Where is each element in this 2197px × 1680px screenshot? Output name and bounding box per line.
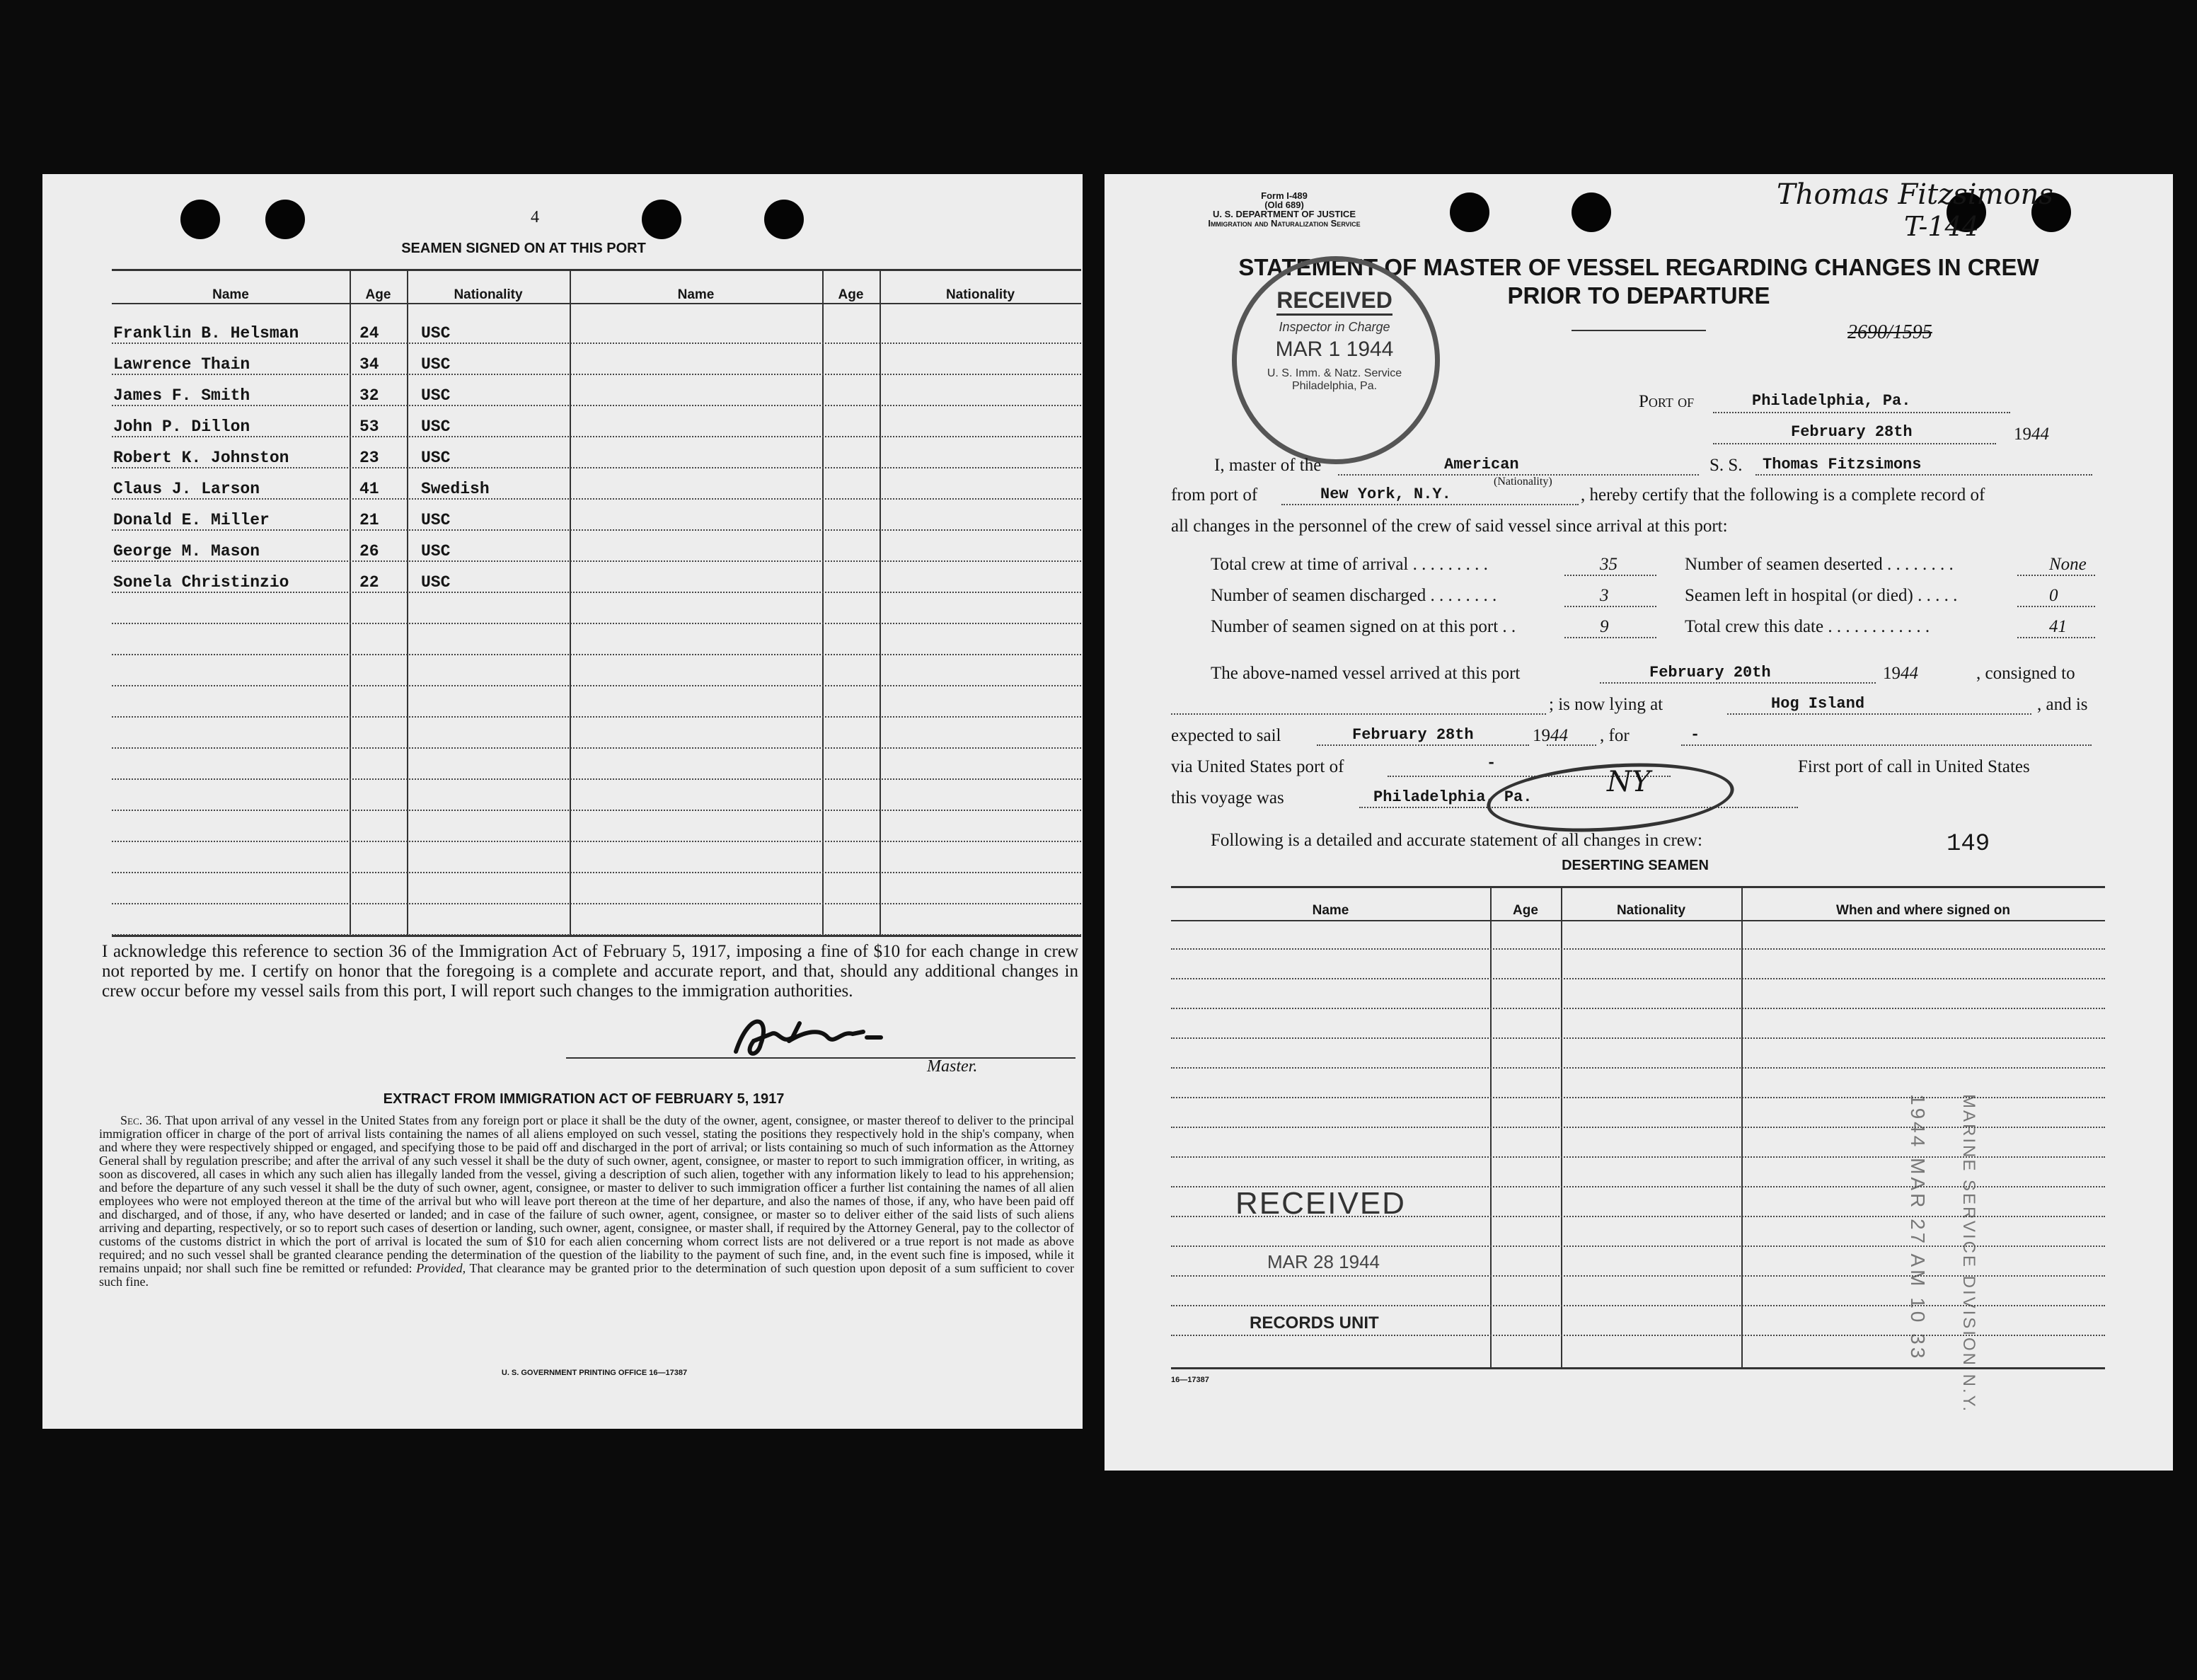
consigned-label: , consigned to [1976, 664, 2075, 683]
from-port-value: New York, N.Y. [1320, 485, 1451, 503]
punch-hole [1450, 192, 1489, 232]
table-rule [112, 778, 1081, 780]
table-rule [112, 654, 1081, 655]
seaman-nationality: USC [421, 449, 451, 467]
arrived-label: The above-named vessel arrived at this port [1211, 664, 1521, 683]
table-rule [1171, 1216, 2105, 1217]
extract-title: EXTRACT FROM IMMIGRATION ACT OF FEBRUARY 5, 1917 [383, 1091, 785, 1107]
table-rule [1171, 978, 2105, 979]
stat-label: Number of seamen deserted . . . . . . . . [1685, 555, 1954, 574]
stat-value: 41 [2049, 617, 2067, 636]
received-stamp-text [1246, 287, 1423, 393]
department: U. S. DEPARTMENT OF JUSTICE [1213, 209, 1356, 219]
struck-number: 2690/1595 [1847, 321, 1932, 343]
seaman-age: 32 [359, 386, 379, 405]
col-nationality: Nationality [454, 287, 523, 302]
stat-value: 0 [2049, 586, 2058, 605]
voyage-label: this voyage was [1171, 788, 1284, 807]
col-age: Age [365, 287, 391, 302]
left-page [42, 174, 1083, 1429]
seaman-nationality: USC [421, 511, 451, 529]
col-age-2: Age [838, 287, 864, 302]
year: 1944 [2014, 425, 2049, 444]
first-port-label: First port of call in United States [1798, 757, 2030, 776]
from-port-label: from port of [1171, 485, 1258, 505]
table-rule [1171, 1335, 2105, 1336]
deserting-col-nationality: Nationality [1616, 903, 1686, 918]
col-name: Name [212, 287, 249, 302]
seaman-nationality: USC [421, 418, 451, 436]
table-rule [112, 592, 1081, 593]
voyage-handwritten: NY [1607, 766, 1651, 798]
seaman-nationality: USC [421, 573, 451, 592]
stat-value: 9 [1600, 617, 1609, 636]
seaman-age: 53 [359, 418, 379, 436]
seaman-name: Claus J. Larson [113, 480, 260, 498]
seaman-nationality: USC [421, 386, 451, 405]
master-of-label: I, master of the [1214, 456, 1322, 475]
seaman-name: Sonela Christinzio [113, 573, 289, 592]
lying-value: Hog Island [1771, 695, 1865, 713]
table-rule [112, 623, 1081, 624]
certify-text: , hereby certify that the following is a complete record of [1581, 485, 1985, 505]
handwritten-code: T-144 [1904, 211, 1979, 242]
stamp-line-4: Philadelphia, Pa. [1291, 380, 1378, 392]
handwritten-vessel-name: Thomas Fitzsimons [1777, 178, 2053, 211]
records-received-date: MAR 28 1944 [1267, 1251, 1380, 1272]
printer-line: U. S. GOVERNMENT PRINTING OFFICE 16—17387 [501, 1369, 688, 1377]
deserting-title: DESERTING SEAMEN [1562, 858, 1709, 873]
seaman-age: 41 [359, 480, 379, 498]
table-rule [1171, 1156, 2105, 1158]
arrived-value: February 20th [1649, 664, 1771, 681]
seaman-age: 24 [359, 324, 379, 343]
nationality-caption: (Nationality) [1494, 476, 1552, 488]
table-rule [1171, 1186, 2105, 1187]
title-line-1: STATEMENT OF MASTER OF VESSEL REGARDING CHANGES IN CREW [1238, 254, 2039, 280]
table-rule [1171, 1037, 2105, 1039]
punch-hole [642, 200, 681, 239]
table-rule [1171, 1097, 2105, 1098]
acknowledgement-text: I acknowledge this reference to section 36 of the Immigration Act of February 5, 1917, imposing a fine of $10 for each change in crew not reported by me. I certify on honor that the foregoing is a complete and accurate report, and that, should any additional changes in crew occur before my vessel sails from this port, I will report such changes to the immigration authorities. [102, 942, 1078, 1001]
table-rule [1171, 1305, 2105, 1306]
extract-body [99, 1114, 1074, 1289]
seaman-nationality: USC [421, 324, 451, 343]
service: Immigration and Naturalization Service [1208, 218, 1361, 229]
table-rule [1171, 1008, 2105, 1009]
page-number: 4 [531, 208, 539, 226]
seaman-age: 21 [359, 511, 379, 529]
stat-label: Seamen left in hospital (or died) . . . . . [1685, 586, 1958, 605]
following-text: Following is a detailed and accurate statement of all changes in crew: [1211, 831, 1702, 850]
records-received-stamp: RECEIVED [1235, 1186, 1406, 1221]
stat-value: 35 [1600, 555, 1618, 574]
seaman-name: John P. Dillon [113, 418, 250, 436]
seaman-age: 34 [359, 355, 379, 374]
stat-label: Number of seamen discharged . . . . . . . . [1211, 586, 1497, 605]
section-label: Sec. 36. [120, 1113, 162, 1127]
table-rule [1171, 1245, 2105, 1247]
seaman-name: Franklin B. Helsman [113, 324, 299, 343]
stat-value: None [2049, 555, 2087, 574]
seaman-nationality: USC [421, 542, 451, 560]
form-old: (Old 689) [1264, 200, 1304, 210]
seaman-nationality: USC [421, 355, 451, 374]
table-rule [1171, 1127, 2105, 1128]
seaman-nationality: Swedish [421, 480, 490, 498]
seaman-name: Robert K. Johnston [113, 449, 289, 467]
table-rule [112, 529, 1081, 531]
lying-label: ; is now lying at [1549, 695, 1663, 714]
table-rule [112, 343, 1081, 344]
table-rule [112, 934, 1081, 936]
expected-label: expected to sail [1171, 726, 1281, 745]
vertical-division-stamp: MARINE SERVICE DIVISION N.Y. [1959, 1094, 1978, 1414]
deserting-col-name: Name [1312, 903, 1349, 918]
via-label: via United States port of [1171, 757, 1344, 776]
deserting-col-age: Age [1513, 903, 1538, 918]
table-rule [112, 872, 1081, 873]
vertical-time-stamp: 1944 MAR 27 AM 10 33 [1907, 1094, 1929, 1362]
for-label: , for [1600, 726, 1630, 745]
stamp-line-3: U. S. Imm. & Natz. Service [1267, 367, 1402, 379]
table-rule [112, 716, 1081, 718]
table-rule [112, 498, 1081, 500]
table-rule [112, 747, 1081, 749]
port-label: Port of [1639, 392, 1695, 411]
count-number: 149 [1947, 831, 1990, 858]
extract-text: That upon arrival of any vessel in the United States from any foreign port or place it shall be the duty of the owner, agent, consignee, or master thereof to deliver to the principal immigration officer in charge of the port of arrival lists containing the names of all aliens employed on such vessel, stating the positions they respectively hold in the ship's company, when and where they were respectively shipped or engaged, and specifying those to be paid off and discharged in the port of arrival; or lists containing so much of such information as the Attorney General shall by regulation prescribe; and after the arrival of any such vessel it shall be the duty of such owner, agent, consignee, or master to report to such immigration officer, in writing, as soon as discovered, all cases in which any such alien has illegally landed from the vessel, giving a description of such alien, together with any information likely to lead to his apprehension; and before the departure of any such vessel it shall be the duty of such owner, agent, consignee, or master to deliver to such immigration officer a further list containing the names of all alien employees who were not employed thereon at the time of the arrival but who will leave port thereon at the time of her departure, and also the names of those, if any, who have been paid off and discharged, and of those, if any, who have deserted or landed; and in case of the failure of such owner, agent, consignee, or master so to deliver either of the said lists of such aliens arriving and departing, respectively, or so to report such cases of desertion or landing, such owner, agent, consignee, or master shall, if required by the Attorney General, pay to the collector of customs of the customs district in which the port of arrival is located the sum of $10 for each alien concerning whom correct lists are not delivered or a true report is not made as above required; and no such vessel shall be granted clearance pending the determination of the question of the liability to the payment of such fine, and, in the event such fine is imposed, while it remains unpaid; nor shall such fine be remitted or refunded: [99, 1113, 1074, 1275]
ss-label: S. S. [1709, 456, 1743, 475]
master-label: Master. [927, 1057, 978, 1076]
table-rule [1171, 1275, 2105, 1277]
col-name-2: Name [677, 287, 715, 302]
table-rule [112, 903, 1081, 904]
stat-label: Total crew this date . . . . . . . . . . . . [1685, 617, 1930, 636]
punch-hole [265, 200, 305, 239]
stat-label: Number of seamen signed on at this port . . [1211, 617, 1516, 636]
expected-value: February 28th [1352, 726, 1474, 744]
seaman-name: Donald E. Miller [113, 511, 270, 529]
table-rule [1171, 1067, 2105, 1069]
stat-label: Total crew at time of arrival . . . . . . . . . [1211, 555, 1488, 574]
expected-year: 1944 [1533, 726, 1568, 745]
ship-name: Thomas Fitzsimons [1763, 456, 1922, 473]
records-unit: RECORDS UNIT [1250, 1313, 1379, 1333]
table-rule [112, 405, 1081, 406]
punch-hole [180, 200, 220, 239]
port-value: Philadelphia, Pa. [1752, 392, 1911, 410]
form-header [1171, 191, 1397, 228]
deserting-col-signed-on: When and where signed on [1836, 903, 2010, 918]
stamp-word: RECEIVED [1276, 287, 1392, 316]
proviso-text: That clearance may be granted prior to the determination of such question upon deposit of a sum sufficient to cover such fine. [99, 1261, 1074, 1289]
and-is-label: , and is [2037, 695, 2088, 714]
right-page [1105, 174, 2173, 1471]
via-value: - [1487, 754, 1497, 772]
col-nationality-2: Nationality [945, 287, 1015, 302]
section-title: SEAMEN SIGNED ON AT THIS PORT [401, 241, 646, 256]
table-rule [112, 810, 1081, 811]
form-number: Form I-489 [1261, 190, 1308, 201]
table-rule [1171, 948, 2105, 950]
seaman-name: George M. Mason [113, 542, 260, 560]
table-rule [112, 560, 1081, 562]
nationality-value: American [1444, 456, 1519, 473]
printer-line: 16—17387 [1171, 1376, 1209, 1384]
stamp-date: MAR 1 1944 [1275, 338, 1394, 361]
table-rule [112, 436, 1081, 437]
punch-hole [1572, 192, 1611, 232]
table-rule [112, 374, 1081, 375]
seaman-name: James F. Smith [113, 386, 250, 405]
stamp-line-1: Inspector in Charge [1279, 320, 1390, 334]
seaman-age: 26 [359, 542, 379, 560]
table-rule [112, 685, 1081, 686]
table-rule [112, 467, 1081, 468]
arrived-year: 1944 [1883, 664, 1918, 683]
proviso-label: Provided, [416, 1261, 466, 1275]
seaman-name: Lawrence Thain [113, 355, 250, 374]
punch-hole [764, 200, 804, 239]
seaman-age: 22 [359, 573, 379, 592]
voyage-value: Philadelphia, Pa. [1373, 788, 1533, 806]
changes-text: all changes in the personnel of the crew of said vessel since arrival at this port: [1171, 517, 1728, 536]
title-line-2: PRIOR TO DEPARTURE [1507, 282, 1770, 309]
seaman-age: 23 [359, 449, 379, 467]
date-value: February 28th [1791, 423, 1913, 441]
table-rule [112, 841, 1081, 842]
stat-value: 3 [1600, 586, 1609, 605]
for-value: - [1690, 726, 1700, 744]
master-signature [722, 1002, 884, 1066]
